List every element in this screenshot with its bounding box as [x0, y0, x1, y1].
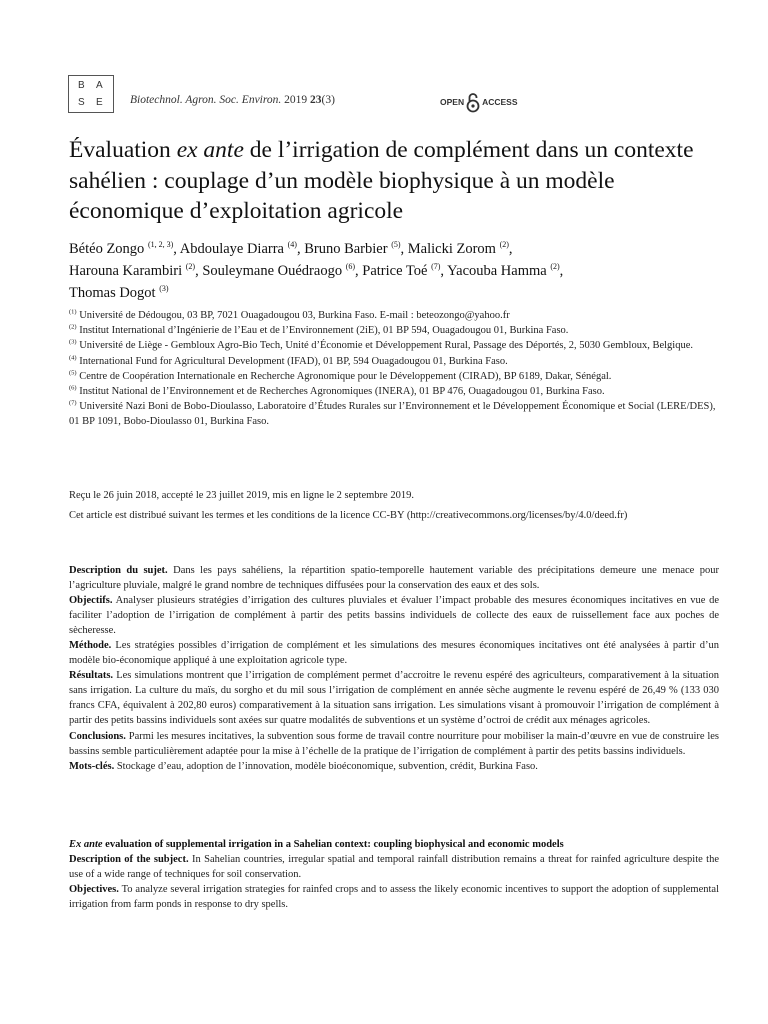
abstract-text: Les simulations montrent que l’irrigation de complément permet d’accroitre le revenu espéré des agriculteurs, comparativement à la situation sans irrigation. La culture du maïs, du sorgho et du mil sous l’irrigation de complément en année sèche augmente le revenu espéré de 26,49 % (133 030 francs CFA, équivalent à 202,80 euros) comparativement à la situation sans irrigation. Les simulations visant à promouvoir l’irrigation de complément à partir des petits bassins individuels sont axées sur quatre modalités de subventions et un système d’octroi de crédit aux ménages agricoles. — [69, 670, 719, 727]
author-separator: , — [173, 241, 180, 257]
affiliation-item — [69, 384, 719, 399]
affiliation-number: (6) — [69, 384, 77, 392]
author-affiliation: (3) — [159, 284, 169, 294]
journal-volume: 23 — [310, 94, 322, 106]
english-title-rest: evaluation of supplemental irrigation in a Sahelian context: coupling biophysical and economic models — [102, 839, 564, 850]
abstract-english — [69, 837, 719, 912]
author-name: Thomas Dogot — [69, 285, 156, 301]
abstract-paragraph — [69, 638, 719, 668]
author-affiliation: (7) — [431, 262, 441, 272]
article-title — [69, 135, 719, 227]
affiliation-text: Centre de Coopération Internationale en Recherche Agronomique pour le Développement (CIRAD), BP 6189, Dakar, Sénégal. — [79, 370, 612, 382]
abstract-text: Les stratégies possibles d’irrigation de complément et les simulations des mesures économiques incitatives ont été analysées à partir d’un modèle bio-économique appliqué à une exploitation agricole type. — [69, 640, 719, 667]
affiliation-number: (5) — [69, 369, 77, 377]
affiliation-number: (2) — [69, 323, 77, 331]
open-access-badge — [440, 90, 518, 114]
abstract-paragraph — [69, 852, 719, 882]
abstract-french — [69, 563, 719, 774]
logo-letter: E — [96, 97, 103, 108]
author-separator: , — [440, 263, 448, 279]
affiliation-item — [69, 323, 719, 338]
author-name: Souleymane Ouédraogo — [202, 263, 343, 279]
journal-year: 2019 — [284, 94, 308, 106]
received-dates: Reçu le 26 juin 2018, accepté le 23 juillet 2019, mis en ligne le 2 septembre 2019. — [69, 490, 414, 501]
affiliation-text: Institut International d’Ingénierie de l’Eau et de l’Environnement (2iE), 01 BP 594, Ouagadougou 01, Burkina Faso. — [79, 325, 569, 337]
author-affiliation: (1, 2, 3) — [147, 240, 174, 250]
abstract-label: Description of the subject. — [69, 854, 189, 866]
author-name: Malicki Zorom — [407, 241, 496, 257]
author-separator: , — [195, 263, 203, 279]
author-list — [69, 238, 719, 304]
author-affiliation: (2) — [550, 262, 560, 272]
logo-letter: B — [78, 80, 85, 91]
affiliation-number: (1) — [69, 308, 77, 316]
abstract-label: Objectifs. — [69, 595, 113, 607]
english-title — [69, 837, 719, 852]
author-separator: , — [508, 241, 513, 257]
author-affiliation: (4) — [287, 240, 297, 250]
author-affiliation: (2) — [499, 240, 509, 250]
abstract-text: Analyser plusieurs stratégies d’irrigation des cultures pluviales et évaluer l’impact probable des mesures économiques incitatives en vue de faciliter l’adoption de l’irrigation de complément à partir des petits bassins individuels de collecte des eaux de ruissellement face aux poches de sècheresse. — [69, 595, 719, 637]
abstract-label: Mots-clés. — [69, 760, 115, 772]
affiliation-text: Institut National de l’Environnement et de Recherches Agronomiques (INERA), 01 BP 476, Ouagadougou 01, Burkina Faso. — [79, 386, 605, 398]
affiliation-text: Université de Liège - Gembloux Agro-Bio Tech, Unité d’Économie et Développement Rural, Passage des Déportés, 2, 5030 Gembloux, Belgique. — [79, 340, 693, 352]
abstract-text: Stockage d’eau, adoption de l’innovation, modèle bioéconomique, subvention, crédit, Burkina Faso. — [114, 760, 538, 772]
affiliation-item — [69, 399, 719, 429]
abstract-paragraph — [69, 882, 719, 912]
logo-letter: S — [78, 97, 85, 108]
license-notice: Cet article est distribué suivant les termes et les conditions de la licence CC-BY (http://creativecommons.org/licenses/by/4.0/deed.fr) — [69, 510, 628, 521]
abstract-paragraph — [69, 759, 719, 774]
affiliation-item — [69, 338, 719, 353]
open-lock-icon — [466, 91, 480, 113]
affiliation-item — [69, 369, 719, 384]
abstract-label: Objectives. — [69, 884, 119, 896]
access-label: ACCESS — [482, 97, 518, 107]
abstract-label: Conclusions. — [69, 730, 126, 742]
affiliation-item — [69, 308, 719, 323]
abstract-label: Méthode. — [69, 640, 112, 652]
author-separator: , — [355, 263, 363, 279]
title-italic: ex ante — [176, 137, 244, 163]
author-separator: , — [296, 241, 305, 257]
author-affiliation: (2) — [185, 262, 196, 272]
abstract-label: Description du sujet. — [69, 565, 168, 576]
abstract-text: Parmi les mesures incitatives, la subvention sous forme de travail contre nourriture pour mobiliser la main-d’œuvre en vue de construire les bassins semble particulièrement adaptée pour la mise à l’échelle de la pratique de l’irrigation de complément à partir des petits bassins individuels. — [69, 730, 719, 757]
journal-citation — [130, 94, 335, 106]
author-affiliation: (5) — [391, 240, 401, 250]
affiliation-number: (7) — [69, 399, 77, 407]
affiliation-text: Université de Dédougou, 03 BP, 7021 Ouagadougou 03, Burkina Faso. E-mail : beteozongo@yahoo.fr — [79, 310, 510, 321]
abstract-paragraph — [69, 668, 719, 728]
abstract-text: In Sahelian countries, irregular spatial and temporal rainfall distribution remains a threat for rainfed agriculture despite the use of a wide range of techniques for soil conservation. — [69, 854, 720, 881]
abstract-text: To analyze several irrigation strategies for rainfed crops and to assess the likely economic incentives to support the adoption of supplemental irrigation from farm ponds in response to dry spells. — [69, 884, 719, 911]
author-separator: , — [559, 263, 564, 279]
affiliation-number: (3) — [69, 338, 77, 346]
abstract-paragraph — [69, 593, 719, 638]
author-name: Harouna Karambiri — [69, 263, 183, 279]
title-part2: de l’irrigation de complément dans un contexte sahélien : couplage d’un modèle biophysique à un modèle économique d’exploitation agricole — [69, 137, 694, 224]
affiliation-number: (4) — [69, 354, 77, 362]
author-affiliation: (6) — [345, 262, 356, 272]
journal-issue: (3) — [321, 94, 335, 106]
abstract-paragraph — [69, 563, 719, 593]
author-name: Bruno Barbier — [304, 241, 388, 257]
affiliation-text: International Fund for Agricultural Development (IFAD), 01 BP, 594 Ouagadougou 01, Burkina Faso. — [79, 355, 508, 367]
title-part1: Évaluation — [69, 137, 177, 163]
english-title-italic: Ex ante — [69, 839, 103, 850]
affiliation-list — [69, 308, 719, 430]
open-label: OPEN — [440, 97, 465, 107]
journal-logo — [68, 75, 114, 113]
abstract-text: Dans les pays sahéliens, la répartition spatio-temporelle hautement variable des précipitations demeure une menace pour l’agriculture pluviale, malgré le grand nombre de techniques diffusées pour la conservation des eaux et des sols. — [69, 565, 719, 592]
affiliation-item — [69, 354, 719, 369]
author-name: Bétéo Zongo — [69, 241, 145, 257]
abstract-label: Résultats. — [69, 670, 114, 682]
abstract-paragraph — [69, 729, 719, 759]
logo-letter: A — [96, 80, 103, 91]
affiliation-text: Université Nazi Boni de Bobo-Dioulasso, Laboratoire d’Études Rurales sur l’Environnement et le Développement Économique et Social (LERE/DES), 01 BP 1091, Bobo-Dioulasso 01, Burkina Faso. — [69, 401, 716, 428]
author-name: Abdoulaye Diarra — [179, 241, 284, 257]
author-name: Patrice Toé — [362, 263, 428, 279]
author-name: Yacouba Hamma — [447, 263, 547, 279]
author-separator: , — [400, 241, 408, 257]
journal-name: Biotechnol. Agron. Soc. Environ. — [130, 94, 282, 106]
